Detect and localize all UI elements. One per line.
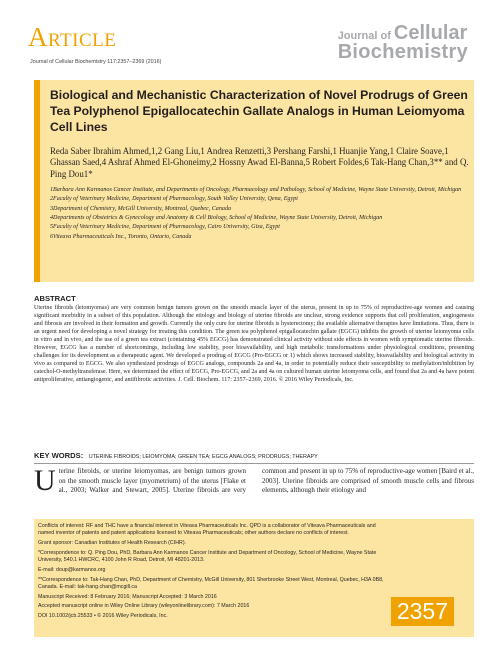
body-text bbox=[34, 464, 474, 497]
affiliation: 6Viteava Pharmaceuticals Inc., Toronto, Ontario, Canada bbox=[50, 233, 192, 240]
footnote-doi: DOI 10.1002/jcb.25533 • © 2016 Wiley Periodicals, Inc. bbox=[38, 613, 168, 619]
footnote-correspondence-2: **Correspondence to: Tak-Hang Chan, PhD, Department of Chemistry, McGill University, 801 Sherbrooke Street West, Montreal, Quebec, H3A 0B8, Canada. E-mail: tak-hang.chan@mcgill.ca bbox=[38, 576, 384, 590]
journal-logo-cellular: Cellular bbox=[393, 22, 468, 44]
affiliation: 2Faculty of Veterinary Medicine, Department of Pharmacology, South Valley University, Qena, Egypt bbox=[50, 196, 298, 203]
drop-cap: U bbox=[34, 464, 56, 497]
footnote-grant: Grant sponsor: Canadian Institutes of Health Research (CIHR). bbox=[38, 540, 187, 546]
affiliation: 1Barbara Ann Karmanos Cancer Institute, and Departments of Oncology, Pharmacology and Pathology, School of Medicine, Wayne State University, Detroit, Michigan bbox=[50, 187, 462, 193]
keywords-list: UTERINE FIBROIDS; LEIOMYOMA; GREEN TEA; EGCG ANALOGS; PRODRUGS; THERAPY bbox=[88, 454, 318, 460]
footnote-online: Accepted manuscript online in Wiley Online Library (wileyonlinelibrary.com): 7 March 2016 bbox=[38, 603, 250, 610]
footnote-correspondence-1: *Correspondence to: Q. Ping Dou, PhD, Barbara Ann Karmanos Cancer Institute and Department of Oncology, School of Medicine, Wayne State University, 540.1 HWCRC, 4100 John R Road, Detroit, MI 48201-2013. bbox=[38, 549, 377, 563]
footnote-email-1: E-mail: doup@karmanos.org bbox=[38, 566, 106, 573]
affiliation: 5Faculty of Veterinary Medicine, Department of Pharmacology, Cairo University, Giza, Egypt bbox=[50, 224, 280, 231]
page-header bbox=[28, 16, 468, 78]
keywords-label: KEY WORDS: bbox=[34, 451, 84, 460]
article-title: Biological and Mechanistic Characterization of Novel Prodrugs of Green Tea Polyphenol Epigallocatechin Gallate Analogs in Human Leiomyoma Cell Lines bbox=[50, 88, 468, 135]
footnote-panel bbox=[34, 519, 474, 637]
abstract-body: Uterine fibroids (leiomyomas) are very common benign tumors grown on the smooth muscle layer of the uterus, present in up to 75% of reproductive-age women and causing significant morbidity in a subset of this population. Although the etiology and biology of uterine fibroids are unclear, strong evidence supports that cell proliferation, angiogenesis and fibrosis are involved in their formation and growth. Currently the only cure for uterine fibroids is hysterectomy; the available alternative therapies have limitations. Thus, there is an urgent need for developing a novel strategy for treating this condition. The green tea polyphenol epigallocatechin gallate (EGCG) inhibits the growth of uterine leiomyoma cells in vitro and in vivo, and the use of a green tea extract (containing 45% EGCG) has demonstrated clinical activity without side effects in women with symptomatic uterine fibroids. However, EGCG has a number of shortcomings, including low stability, poor bioavailability, and high metabolic transformations under physiological conditions, presenting challenges for its development as a therapeutic agent. We developed a prodrug of EGCG (Pro-EGCG or 1) which shows increased stability, bioavailability and biological activity in vivo as compared to EGCG. We also synthesized prodrugs of EGCG analogs, compounds 2a and 4a, in order to potentially reduce their susceptibility to methylation/inhibition by catechol-O-methyltransferase. Here, we determined the effect of EGCG, Pro-EGCG, and 2a and 4a on cultured human uterine leiomyoma cells, and found that 2a and 4a have potent antiproliferative, antiangiogenic, and antifibrotic activities. J. Cell. Biochem. 117: 2357–2369, 2016. © 2016 Wiley Periodicals, Inc. bbox=[34, 305, 474, 384]
journal-logo-prefix: Journal of bbox=[337, 30, 394, 42]
body-paragraph: terine fibroids, or uterine leiomyomas, are benign tumors grown on the smooth muscle layer (myometrium) of the uterus [Flake et al., 2003; Walker and Stewart, 2005]. Uterine fibroids are very common and present in up to 75% of reproductive-age women [Baird et al., 2003]. Uterine fibroids are comprised of smooth muscle cells and fibrous elements, although their etiology and bbox=[58, 467, 474, 495]
affiliation: 4Departments of Obstetrics & Gynecology and Anatomy & Cell Biology, School of Medicine, Wayne State University, Detroit, Michigan bbox=[50, 214, 383, 221]
keywords bbox=[34, 451, 474, 464]
journal-citation: Journal of Cellular Biochemistry 117:2357–2369 (2016) bbox=[30, 59, 162, 65]
author-list: Reda Saber Ibrahim Ahmed,1,2 Gang Liu,1 Andrea Renzetti,3 Pershang Farshi,1 Huanjie Yang,1 Claire Soave,1 Ghassan Saed,4 Ashraf Ahmed El-Ghoneimy,2 Hossny Awad El-Banna,5 Robert Foldes,6 Tak-Hang Chan,3** and Q. Ping Dou1* bbox=[50, 146, 469, 179]
affiliation-list bbox=[50, 187, 470, 243]
journal-logo bbox=[338, 24, 468, 62]
footnote-list bbox=[38, 523, 388, 623]
footnote-manuscript-dates: Manuscript Received: 8 February 2016; Manuscript Accepted: 3 March 2016 bbox=[38, 593, 217, 600]
affiliation: 3Department of Chemistry, McGill University, Montreal, Quebec, Canada bbox=[50, 205, 232, 212]
journal-logo-biochemistry: Biochemistry bbox=[337, 41, 468, 63]
page-number: 2357 bbox=[391, 597, 454, 626]
abstract-heading: ABSTRACT bbox=[34, 294, 76, 303]
footnote-conflicts: Conflicts of interest: RF and THC have a financial interest in Viteava Pharmaceuticals Inc. QPD is a collaborator of Viteava Pharmaceuticals and named inventor of patents and patent applications licensed to Viteava Pharmaceuticals; other authors declare no conflicts of interest. bbox=[38, 523, 376, 537]
article-type-label: Article bbox=[28, 22, 117, 52]
title-panel bbox=[34, 80, 474, 282]
